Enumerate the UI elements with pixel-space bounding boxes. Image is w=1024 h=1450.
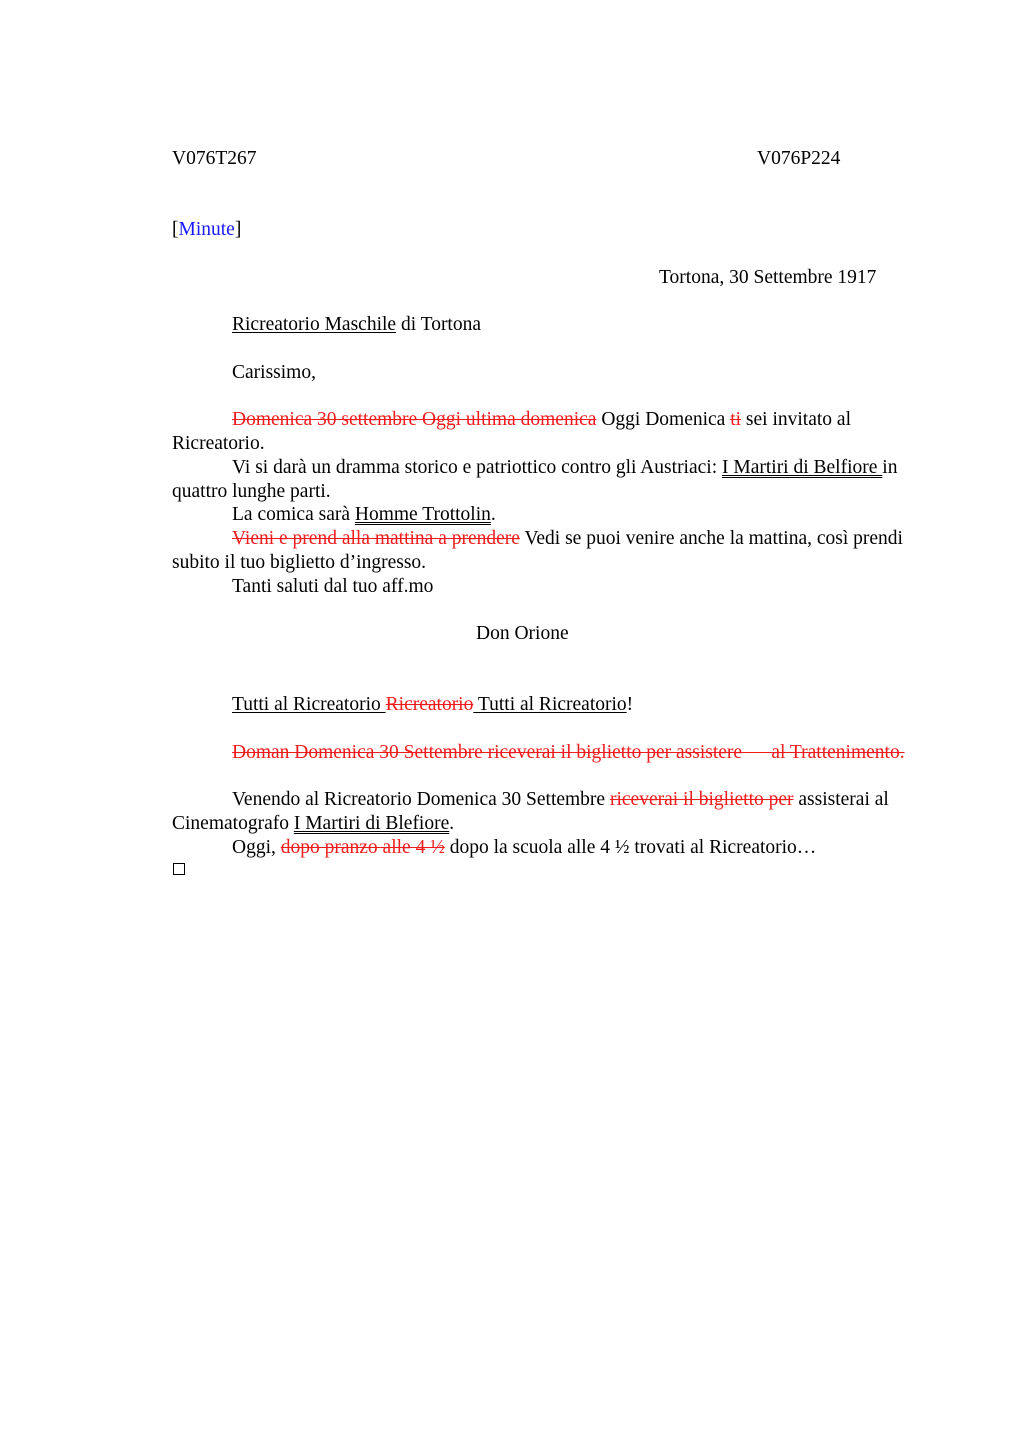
bracket-close: ] bbox=[234, 219, 242, 240]
work-title: I Martiri di Blefiore bbox=[293, 812, 450, 834]
body-text: Venendo al Ricreatorio Domenica 30 Settembre bbox=[232, 789, 610, 810]
document-type-label: Minute bbox=[178, 219, 235, 240]
body-text: in quattro lunghe parti. bbox=[172, 457, 898, 502]
body-text: sei invitato al Ricreatorio. bbox=[172, 409, 851, 454]
paragraph-1 bbox=[172, 408, 924, 455]
deleted-text: Ricreatorio bbox=[385, 694, 474, 715]
paragraph-6 bbox=[172, 788, 924, 835]
deleted-text: riceverai il biglietto per bbox=[609, 789, 794, 810]
body-text: Oggi, bbox=[232, 837, 281, 858]
body-text: La comica sarà bbox=[232, 504, 355, 525]
empty-square-icon bbox=[173, 863, 185, 875]
heading-end: ! bbox=[626, 694, 634, 715]
body-text: . bbox=[490, 504, 496, 525]
paragraph-3 bbox=[172, 503, 924, 527]
body-text: dopo la scuola alle 4 ½ trovati al Ricreatorio… bbox=[444, 837, 817, 858]
addressee-rest: di Tortona bbox=[396, 314, 482, 335]
signature: Don Orione bbox=[476, 623, 569, 644]
heading-text: Tutti al Ricreatorio bbox=[232, 694, 386, 715]
paragraph-2 bbox=[172, 456, 924, 503]
paragraph-4 bbox=[172, 527, 924, 574]
work-title: Homme Trottolin bbox=[354, 504, 491, 525]
body-text: assisterai al Cinematografo bbox=[172, 789, 889, 834]
closing: Tanti saluti dal tuo aff.mo bbox=[232, 576, 434, 597]
salutation: Carissimo, bbox=[232, 362, 316, 383]
document-type bbox=[172, 218, 241, 242]
heading-text: Tutti al Ricreatorio bbox=[473, 694, 627, 715]
body-text: Vi si darà un dramma storico e patriottico contro gli Austriaci: bbox=[232, 457, 722, 478]
document-code-right: V076P224 bbox=[757, 148, 841, 169]
addressee bbox=[232, 313, 481, 337]
document-code-left: V076T267 bbox=[172, 148, 257, 169]
deleted-text: ti bbox=[730, 409, 742, 430]
paragraph-7 bbox=[172, 836, 924, 860]
section-heading bbox=[232, 693, 633, 717]
paragraph-5 bbox=[172, 741, 924, 765]
deleted-text: Domenica 30 settembre Oggi ultima domenica bbox=[232, 409, 597, 430]
bracket-open: [ bbox=[172, 219, 179, 240]
body-text: Oggi Domenica bbox=[596, 409, 731, 430]
place-date: Tortona, 30 Settembre 1917 bbox=[659, 267, 877, 288]
deleted-text: Doman Domenica 30 Settembre riceverai il biglietto per assistere al Trattenimento. bbox=[232, 742, 905, 763]
work-title: I Martiri di Belfiore bbox=[722, 457, 883, 478]
body-text: Vedi se puoi venire anche la mattina, così prendi subito il tuo biglietto d’ingresso. bbox=[172, 528, 903, 573]
addressee-name: Ricreatorio Maschile bbox=[232, 314, 397, 335]
deleted-text: dopo pranzo alle 4 ½ bbox=[280, 837, 445, 858]
body-text: . bbox=[449, 812, 455, 834]
deleted-text: Vieni e prend alla mattina a prendere bbox=[232, 528, 520, 549]
